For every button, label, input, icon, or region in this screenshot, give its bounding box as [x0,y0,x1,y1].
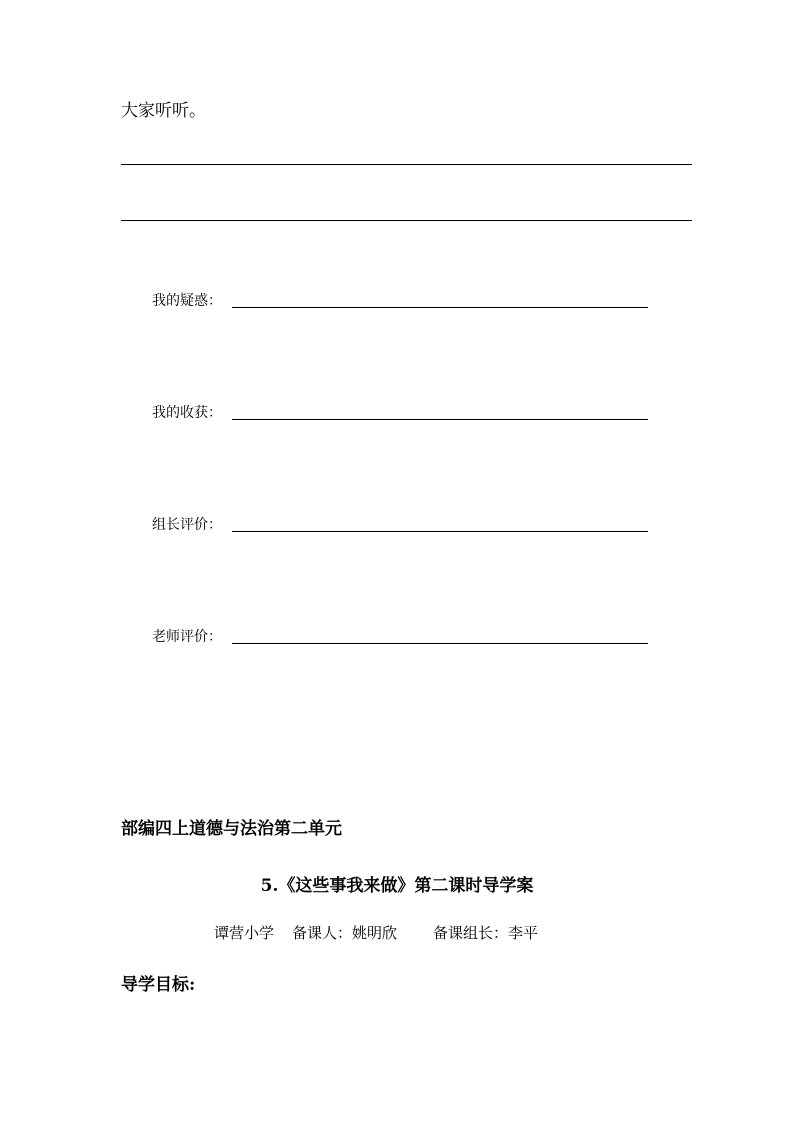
intro-text: 大家听听。 [121,101,206,121]
lesson-title: 5.《这些事我来做》第二课时导学案 [260,876,534,896]
field-label-gains: 我的收获： [152,405,222,421]
field-underline-doubts[interactable] [232,307,648,308]
field-underline-teacher-review[interactable] [232,643,648,644]
credits-line [214,923,538,943]
field-label-group-leader-review: 组长评价： [152,517,222,533]
unit-title: 部编四上道德与法治第二单元 [121,819,342,839]
credits-school: 谭营小学 [214,924,275,942]
field-label-doubts: 我的疑惑： [152,293,222,309]
answer-line-1[interactable] [121,164,692,165]
field-underline-group-leader-review[interactable] [232,531,648,532]
field-underline-gains[interactable] [232,419,648,420]
field-label-teacher-review: 老师评价： [152,629,222,645]
credits-leader: 备课组长：李平 [433,924,539,942]
answer-line-2[interactable] [121,220,692,221]
credits-preparer: 备课人：姚明欣 [292,924,398,942]
objectives-heading: 导学目标: [121,975,196,995]
